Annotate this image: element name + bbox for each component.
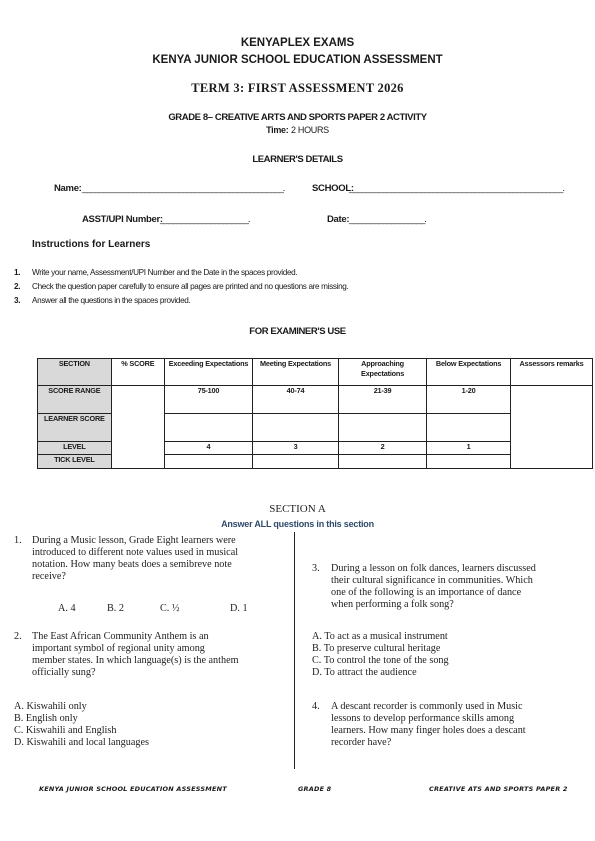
option-b[interactable]: B. 2 (107, 603, 124, 614)
table-cell: 40-74 (253, 386, 339, 414)
time-line (0, 125, 595, 135)
option-b[interactable]: B. To preserve cultural heritage (312, 643, 441, 654)
question-1: During a Music lesson, Grade Eight learners were introduced to different note values used in musical notation. How many beats does a semibreve note receive? (32, 535, 239, 582)
question-number: 2. (14, 631, 22, 642)
col-section: SECTION (38, 359, 112, 386)
question-2: The East African Community Anthem is an important symbol of regional unity among member states. In which language(s) is the anthem officially sung? (32, 631, 239, 678)
option-d[interactable]: D. To attract the audience (312, 667, 417, 678)
row-label: TICK LEVEL (38, 455, 112, 469)
option-c[interactable]: C. Kiswahili and English (14, 725, 117, 736)
table-cell: 2 (339, 442, 427, 455)
table-cell: 3 (253, 442, 339, 455)
table-cell[interactable] (164, 414, 252, 442)
col-remarks: Assessors remarks (511, 359, 593, 386)
option-a[interactable]: A. To act as a musical instrument (312, 631, 448, 642)
section-a-instruction: Answer ALL questions in this section (221, 519, 374, 529)
table-header-row (38, 359, 593, 386)
org-title: KENYAPLEX EXAMS (240, 37, 355, 49)
school-label: SCHOOL: (312, 183, 354, 194)
option-d[interactable]: D. Kiswahili and local languages (14, 737, 149, 748)
footer-right: CREATIVE ATS AND SPORTS PAPER 2 (429, 785, 568, 793)
assessment-title: KENYA JUNIOR SCHOOL EDUCATION ASSESSMENT (152, 54, 443, 66)
footer-left: KENYA JUNIOR SCHOOL EDUCATION ASSESSMENT (39, 785, 227, 793)
school-field[interactable]: ___________________________________________________. (349, 183, 564, 194)
table-cell[interactable] (164, 455, 252, 469)
question-3: During a lesson on folk dances, learners discussed their cultural significance in communities. Which one of the following is an importance of dance when performing a folk song? (331, 563, 536, 610)
option-a[interactable]: A. Kiswahili only (14, 701, 87, 712)
examiner-heading: FOR EXAMINER'S USE (249, 326, 346, 337)
learner-details-heading: LEARNER'S DETAILS (252, 154, 343, 165)
section-a-title: SECTION A (269, 503, 326, 515)
option-list (312, 631, 449, 679)
table-cell[interactable] (339, 455, 427, 469)
instruction-item: 3. Answer all the questions in the spaces provided. (14, 296, 191, 305)
time-label: Time: (266, 125, 289, 135)
row-label: SCORE RANGE (38, 386, 112, 414)
table-cell: 4 (164, 442, 252, 455)
option-a[interactable]: A. 4 (58, 603, 76, 614)
table-cell: 75-100 (164, 386, 252, 414)
term-title: TERM 3: FIRST ASSESSMENT 2026 (191, 81, 404, 95)
table-cell[interactable] (253, 414, 339, 442)
col-meeting: Meeting Expectations (253, 359, 339, 386)
table-cell[interactable] (339, 414, 427, 442)
table-row (38, 386, 593, 414)
asst-label: ASST/UPI Number: (82, 214, 163, 225)
col-exceeding: Exceeding Expectations (164, 359, 252, 386)
asst-field[interactable]: _____________________. (160, 214, 250, 225)
option-b[interactable]: B. English only (14, 713, 78, 724)
row-label: LEVEL (38, 442, 112, 455)
date-field[interactable]: __________________. (349, 214, 426, 225)
instructions-heading: Instructions for Learners (32, 239, 151, 250)
table-cell: 1-20 (427, 386, 511, 414)
option-list (14, 701, 149, 749)
question-number: 3. (312, 563, 320, 574)
table-cell[interactable] (427, 414, 511, 442)
question-number: 1. (14, 535, 22, 546)
grade-paper-title: GRADE 8– CREATIVE ARTS AND SPORTS PAPER 2 ACTIVITY (168, 112, 427, 123)
question-4: A descant recorder is commonly used in Music lessons to develop performance skills among learners. How many finger holes does a descant recorder have? (331, 701, 526, 748)
row-label: LEARNER SCORE (38, 414, 112, 442)
option-d[interactable]: D. 1 (230, 603, 248, 614)
name-field[interactable]: ________________________________________________. (82, 183, 285, 194)
table-cell[interactable] (427, 455, 511, 469)
score-cell[interactable] (111, 386, 164, 469)
date-label: Date: (327, 214, 350, 225)
option-c[interactable]: C. To control the tone of the song (312, 655, 449, 666)
column-divider (294, 532, 295, 769)
table-cell: 1 (427, 442, 511, 455)
instruction-item: 2. Check the question paper carefully to ensure all pages are printed and no questions are missing. (14, 282, 349, 291)
col-score: % SCORE (111, 359, 164, 386)
name-label: Name: (54, 183, 82, 194)
remarks-cell[interactable] (511, 386, 593, 469)
table-cell[interactable] (253, 455, 339, 469)
footer-center: GRADE 8 (298, 785, 332, 793)
examiner-table (37, 358, 593, 469)
option-c[interactable]: C. ½ (160, 603, 180, 614)
col-approaching: Approaching Expectations (339, 359, 427, 386)
time-value: 2 HOURS (290, 125, 329, 135)
table-cell: 21-39 (339, 386, 427, 414)
instruction-item: 1. Write your name, Assessment/UPI Number and the Date in the spaces provided. (14, 268, 298, 277)
col-below: Below Expectations (427, 359, 511, 386)
question-number: 4. (312, 701, 320, 712)
